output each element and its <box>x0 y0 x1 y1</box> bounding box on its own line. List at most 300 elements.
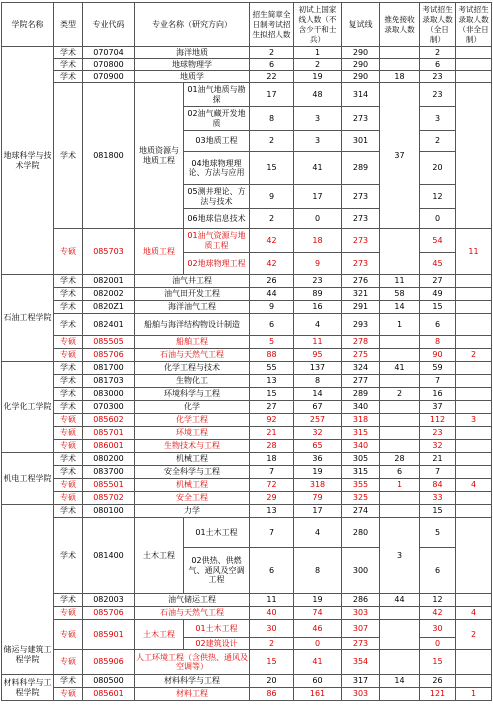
score-cell: 325 <box>342 492 380 505</box>
code-cell: 080500 <box>83 675 135 688</box>
fulltime-cell: 30 <box>420 620 456 638</box>
code-cell: 083000 <box>83 388 135 401</box>
plan-cell: 86 <box>250 688 294 701</box>
fulltime-cell: 3 <box>420 107 456 131</box>
direction-cell: 02建筑设计 <box>184 638 250 650</box>
exempt-cell <box>380 336 420 349</box>
parttime-cell <box>456 518 492 594</box>
exempt-cell: 6 <box>380 466 420 479</box>
score-cell: 286 <box>342 594 380 607</box>
fulltime-cell: 112 <box>420 414 456 427</box>
plan-cell: 9 <box>250 301 294 314</box>
parttime-cell <box>456 401 492 414</box>
code-cell: 083700 <box>83 466 135 479</box>
line-cell: 0 <box>294 209 342 229</box>
table-row <box>2 83 492 107</box>
exempt-cell: 2 <box>380 388 420 401</box>
fulltime-cell: 23 <box>420 83 456 107</box>
score-cell: 354 <box>342 650 380 675</box>
score-cell: 276 <box>342 275 380 288</box>
line-cell: 4 <box>294 518 342 548</box>
plan-cell: 92 <box>250 414 294 427</box>
fulltime-cell: 27 <box>420 275 456 288</box>
plan-cell: 42 <box>250 229 294 253</box>
plan-cell: 15 <box>250 388 294 401</box>
code-cell: 082001 <box>83 275 135 288</box>
plan-cell: 8 <box>250 107 294 131</box>
plan-cell: 30 <box>250 620 294 638</box>
direction-cell: 01土木工程 <box>184 620 250 638</box>
exempt-cell <box>380 59 420 71</box>
major-cell: 化学工程与技术 <box>135 362 250 375</box>
fulltime-cell: 6 <box>420 59 456 71</box>
table-row <box>2 675 492 688</box>
plan-cell: 22 <box>250 71 294 83</box>
table-row <box>2 288 492 301</box>
college-cell: 机电工程学院 <box>2 453 54 505</box>
major-cell: 化学 <box>135 401 250 414</box>
type-cell: 学术 <box>54 275 83 288</box>
score-cell: 307 <box>342 620 380 638</box>
plan-cell: 21 <box>250 427 294 440</box>
parttime-cell: 2 <box>456 620 492 650</box>
header-exempt: 推免接收录取人数 <box>380 3 420 47</box>
type-cell: 专硕 <box>54 414 83 427</box>
plan-cell: 5 <box>250 336 294 349</box>
type-cell: 专硕 <box>54 349 83 362</box>
fulltime-cell: 8 <box>420 336 456 349</box>
fulltime-cell: 16 <box>420 388 456 401</box>
score-cell: 274 <box>342 505 380 518</box>
line-cell: 46 <box>294 620 342 638</box>
score-cell: 273 <box>342 107 380 131</box>
code-cell: 085601 <box>83 688 135 701</box>
direction-cell: 06地球信息技术 <box>184 209 250 229</box>
code-cell: 070800 <box>83 59 135 71</box>
code-cell: 080200 <box>83 453 135 466</box>
line-cell: 4 <box>294 314 342 336</box>
fulltime-cell: 15 <box>420 505 456 518</box>
table-row <box>2 414 492 427</box>
line-cell: 11 <box>294 336 342 349</box>
score-cell: 273 <box>342 185 380 209</box>
exempt-cell <box>380 349 420 362</box>
score-cell: 289 <box>342 152 380 185</box>
code-cell: 070300 <box>83 401 135 414</box>
fulltime-cell: 54 <box>420 229 456 253</box>
score-cell: 273 <box>342 638 380 650</box>
line-cell: 17 <box>294 185 342 209</box>
table-row <box>2 492 492 505</box>
exempt-cell: 3 <box>380 518 420 594</box>
exempt-cell <box>380 492 420 505</box>
plan-cell: 27 <box>250 401 294 414</box>
table-row <box>2 440 492 453</box>
code-cell: 085505 <box>83 336 135 349</box>
score-cell: 318 <box>342 414 380 427</box>
plan-cell: 13 <box>250 505 294 518</box>
code-cell: 085701 <box>83 427 135 440</box>
table-row <box>2 688 492 701</box>
fulltime-cell: 42 <box>420 607 456 620</box>
fulltime-cell: 90 <box>420 349 456 362</box>
table-row <box>2 336 492 349</box>
plan-cell: 7 <box>250 466 294 479</box>
exempt-cell <box>380 401 420 414</box>
exempt-cell <box>380 47 420 59</box>
plan-cell: 18 <box>250 453 294 466</box>
exempt-cell <box>380 620 420 650</box>
table-row <box>2 427 492 440</box>
type-cell: 专硕 <box>54 650 83 675</box>
parttime-cell <box>456 71 492 83</box>
line-cell: 36 <box>294 453 342 466</box>
score-cell: 273 <box>342 229 380 253</box>
parttime-cell <box>456 59 492 71</box>
plan-cell: 11 <box>250 594 294 607</box>
line-cell: 2 <box>294 59 342 71</box>
major-cell: 地质学 <box>135 71 250 83</box>
plan-cell: 2 <box>250 47 294 59</box>
major-cell: 生物技术与工程 <box>135 440 250 453</box>
header-fulltime: 考试招生录取人数（全日制） <box>420 3 456 47</box>
major-cell: 油气储运工程 <box>135 594 250 607</box>
line-cell: 74 <box>294 607 342 620</box>
score-cell: 324 <box>342 362 380 375</box>
exempt-cell: 28 <box>380 453 420 466</box>
type-cell: 学术 <box>54 83 83 229</box>
plan-cell: 42 <box>250 253 294 275</box>
line-cell: 67 <box>294 401 342 414</box>
direction-cell: 02地球物理工程 <box>184 253 250 275</box>
fulltime-cell: 5 <box>420 518 456 548</box>
fulltime-cell: 20 <box>420 152 456 185</box>
header-plan: 招生简章全日制考试招生拟招人数 <box>250 3 294 47</box>
exempt-cell: 41 <box>380 362 420 375</box>
college-cell: 材料科学与工程学院 <box>2 675 54 701</box>
header-college: 学院名称 <box>2 3 54 47</box>
major-cell: 材料科学与工程 <box>135 675 250 688</box>
parttime-cell <box>456 288 492 301</box>
fulltime-cell: 32 <box>420 440 456 453</box>
table-row <box>2 594 492 607</box>
type-cell: 学术 <box>54 314 83 336</box>
line-cell: 32 <box>294 427 342 440</box>
admission-table <box>1 2 492 701</box>
fulltime-cell: 45 <box>420 253 456 275</box>
exempt-cell <box>380 650 420 675</box>
type-cell: 学术 <box>54 401 83 414</box>
code-cell: 085602 <box>83 414 135 427</box>
plan-cell: 9 <box>250 185 294 209</box>
fulltime-cell: 121 <box>420 688 456 701</box>
parttime-cell <box>456 466 492 479</box>
score-cell: 355 <box>342 479 380 492</box>
line-cell: 18 <box>294 229 342 253</box>
score-cell: 290 <box>342 71 380 83</box>
exempt-cell <box>380 414 420 427</box>
score-cell: 275 <box>342 349 380 362</box>
fulltime-cell: 21 <box>420 453 456 466</box>
header-national-line: 初试上国家线人数（不含少干和士兵） <box>294 3 342 47</box>
plan-cell: 17 <box>250 83 294 107</box>
major-cell: 地球物理学 <box>135 59 250 71</box>
major-cell: 生物化工 <box>135 375 250 388</box>
fulltime-cell: 12 <box>420 594 456 607</box>
exempt-cell: 1 <box>380 479 420 492</box>
major-cell: 土木工程 <box>135 620 184 650</box>
header-parttime: 考试招生录取人数（非全日制） <box>456 3 492 47</box>
parttime-cell <box>456 427 492 440</box>
plan-cell: 40 <box>250 607 294 620</box>
exempt-cell: 11 <box>380 275 420 288</box>
plan-cell: 6 <box>250 548 294 594</box>
header-type: 类型 <box>54 3 83 47</box>
plan-cell: 7 <box>250 518 294 548</box>
line-cell: 95 <box>294 349 342 362</box>
major-cell: 油气井工程 <box>135 275 250 288</box>
code-cell: 085702 <box>83 492 135 505</box>
major-cell: 环境科学与工程 <box>135 388 250 401</box>
type-cell: 专硕 <box>54 479 83 492</box>
college-cell: 石油工程学院 <box>2 275 54 362</box>
score-cell: 300 <box>342 548 380 594</box>
major-cell: 力学 <box>135 505 250 518</box>
exempt-cell <box>380 427 420 440</box>
exempt-cell <box>380 688 420 701</box>
score-cell: 315 <box>342 427 380 440</box>
line-cell: 8 <box>294 548 342 594</box>
header-major: 专业名称（研究方向） <box>135 3 250 47</box>
code-cell: 081800 <box>83 83 135 229</box>
score-cell: 301 <box>342 131 380 152</box>
direction-cell: 02油气藏开发地质 <box>184 107 250 131</box>
fulltime-cell: 15 <box>420 650 456 675</box>
fulltime-cell: 84 <box>420 479 456 492</box>
type-cell: 学术 <box>54 505 83 518</box>
parttime-cell <box>456 47 492 59</box>
fulltime-cell: 15 <box>420 301 456 314</box>
score-cell: 277 <box>342 375 380 388</box>
plan-cell: 15 <box>250 152 294 185</box>
fulltime-cell: 23 <box>420 71 456 83</box>
fulltime-cell: 26 <box>420 675 456 688</box>
table-row <box>2 59 492 71</box>
score-cell: 303 <box>342 688 380 701</box>
fulltime-cell: 49 <box>420 288 456 301</box>
plan-cell: 2 <box>250 131 294 152</box>
fulltime-cell: 33 <box>420 492 456 505</box>
plan-cell: 20 <box>250 675 294 688</box>
fulltime-cell: 37 <box>420 401 456 414</box>
type-cell: 学术 <box>54 288 83 301</box>
score-cell: 289 <box>342 388 380 401</box>
parttime-cell <box>456 336 492 349</box>
score-cell: 278 <box>342 336 380 349</box>
major-cell: 安全科学与工程 <box>135 466 250 479</box>
line-cell: 19 <box>294 71 342 83</box>
plan-cell: 88 <box>250 349 294 362</box>
direction-cell: 04地球物理理论、方法与应用 <box>184 152 250 185</box>
plan-cell: 72 <box>250 479 294 492</box>
type-cell: 学术 <box>54 518 83 594</box>
major-cell: 土木工程 <box>135 518 184 594</box>
line-cell: 79 <box>294 492 342 505</box>
plan-cell: 55 <box>250 362 294 375</box>
table-row <box>2 505 492 518</box>
exempt-cell: 1 <box>380 314 420 336</box>
plan-cell: 29 <box>250 492 294 505</box>
major-cell: 材料工程 <box>135 688 250 701</box>
score-cell: 321 <box>342 288 380 301</box>
type-cell: 学术 <box>54 71 83 83</box>
parttime-cell <box>456 453 492 466</box>
score-cell: 340 <box>342 440 380 453</box>
type-cell: 专硕 <box>54 336 83 349</box>
plan-cell: 13 <box>250 375 294 388</box>
fulltime-cell: 6 <box>420 314 456 336</box>
major-cell: 机械工程 <box>135 453 250 466</box>
table-row <box>2 466 492 479</box>
exempt-cell: 44 <box>380 594 420 607</box>
direction-cell: 01油气地质与勘探 <box>184 83 250 107</box>
major-cell: 地质资源与地质工程 <box>135 83 184 229</box>
direction-cell: 01油气资源与地质工程 <box>184 229 250 253</box>
type-cell: 专硕 <box>54 607 83 620</box>
college-cell: 储运与建筑工程学院 <box>2 505 54 675</box>
type-cell: 学术 <box>54 594 83 607</box>
plan-cell: 6 <box>250 59 294 71</box>
score-cell: 273 <box>342 253 380 275</box>
type-cell: 专硕 <box>54 427 83 440</box>
parttime-cell <box>456 301 492 314</box>
table-row <box>2 388 492 401</box>
line-cell: 1 <box>294 47 342 59</box>
line-cell: 8 <box>294 375 342 388</box>
major-cell: 地质工程 <box>135 229 184 275</box>
fulltime-cell: 23 <box>420 427 456 440</box>
table-row <box>2 47 492 59</box>
line-cell: 257 <box>294 414 342 427</box>
line-cell: 41 <box>294 650 342 675</box>
score-cell: 315 <box>342 466 380 479</box>
line-cell: 23 <box>294 275 342 288</box>
exempt-cell <box>380 607 420 620</box>
score-cell: 340 <box>342 401 380 414</box>
table-row <box>2 479 492 492</box>
type-cell: 专硕 <box>54 620 83 650</box>
plan-cell: 44 <box>250 288 294 301</box>
score-cell: 273 <box>342 209 380 229</box>
major-cell: 船舶与海洋结构物设计制造 <box>135 314 250 336</box>
parttime-cell: 4 <box>456 479 492 492</box>
major-cell: 环境工程 <box>135 427 250 440</box>
code-cell: 085906 <box>83 650 135 675</box>
type-cell: 专硕 <box>54 440 83 453</box>
plan-cell: 2 <box>250 638 294 650</box>
parttime-cell <box>456 650 492 675</box>
table-row <box>2 650 492 675</box>
line-cell: 14 <box>294 388 342 401</box>
parttime-cell: 11 <box>456 229 492 275</box>
exempt-cell: 14 <box>380 301 420 314</box>
line-cell: 17 <box>294 505 342 518</box>
parttime-cell <box>456 375 492 388</box>
parttime-cell <box>456 440 492 453</box>
type-cell: 专硕 <box>54 229 83 275</box>
line-cell: 48 <box>294 83 342 107</box>
score-cell: 317 <box>342 675 380 688</box>
parttime-cell <box>456 594 492 607</box>
table-row <box>2 275 492 288</box>
header-code: 专业代码 <box>83 3 135 47</box>
direction-cell: 02供热、供燃气、通风及空调工程 <box>184 548 250 594</box>
exempt-cell: 18 <box>380 71 420 83</box>
score-cell: 291 <box>342 301 380 314</box>
parttime-cell <box>456 505 492 518</box>
code-cell: 085706 <box>83 349 135 362</box>
code-cell: 085501 <box>83 479 135 492</box>
table-row <box>2 375 492 388</box>
exempt-cell: 14 <box>380 675 420 688</box>
table-row <box>2 401 492 414</box>
score-cell: 293 <box>342 314 380 336</box>
parttime-cell: 3 <box>456 414 492 427</box>
parttime-cell <box>456 83 492 229</box>
table-row <box>2 301 492 314</box>
code-cell: 081703 <box>83 375 135 388</box>
major-cell: 石油与天然气工程 <box>135 607 250 620</box>
exempt-cell <box>380 229 420 275</box>
exempt-cell <box>380 440 420 453</box>
plan-cell: 6 <box>250 314 294 336</box>
score-cell: 290 <box>342 47 380 59</box>
table-row <box>2 71 492 83</box>
exempt-cell <box>380 375 420 388</box>
fulltime-cell: 12 <box>420 185 456 209</box>
type-cell: 学术 <box>54 375 83 388</box>
parttime-cell: 4 <box>456 607 492 620</box>
parttime-cell <box>456 362 492 375</box>
code-cell: 081400 <box>83 518 135 594</box>
type-cell: 专硕 <box>54 492 83 505</box>
table-row <box>2 229 492 253</box>
parttime-cell <box>456 388 492 401</box>
exempt-cell: 37 <box>380 83 420 229</box>
code-cell: 082003 <box>83 594 135 607</box>
line-cell: 89 <box>294 288 342 301</box>
line-cell: 161 <box>294 688 342 701</box>
table-row <box>2 453 492 466</box>
major-cell: 海洋地质 <box>135 47 250 59</box>
parttime-cell: 1 <box>456 688 492 701</box>
score-cell: 290 <box>342 59 380 71</box>
table-row <box>2 607 492 620</box>
type-cell: 学术 <box>54 59 83 71</box>
score-cell: 305 <box>342 453 380 466</box>
line-cell: 137 <box>294 362 342 375</box>
line-cell: 16 <box>294 301 342 314</box>
line-cell: 0 <box>294 638 342 650</box>
fulltime-cell: 6 <box>420 548 456 594</box>
line-cell: 3 <box>294 131 342 152</box>
fulltime-cell: 0 <box>420 638 456 650</box>
table-row <box>2 518 492 548</box>
code-cell: 080100 <box>83 505 135 518</box>
parttime-cell: 2 <box>456 349 492 362</box>
line-cell: 3 <box>294 107 342 131</box>
header-retest-score: 复试线 <box>342 3 380 47</box>
